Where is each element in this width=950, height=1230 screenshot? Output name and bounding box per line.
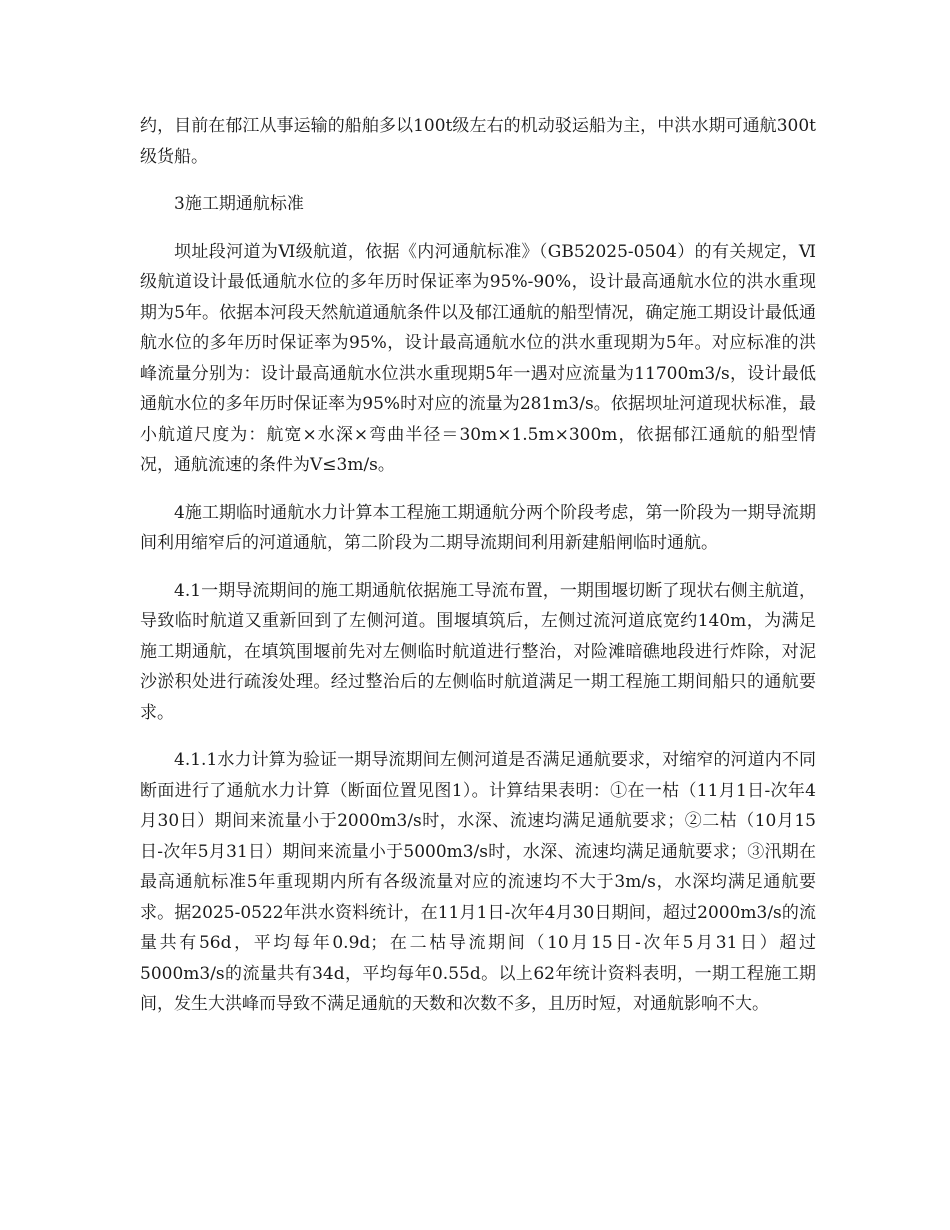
paragraph-navigation-standard: 坝址段河道为Ⅵ级航道，依据《内河通航标准》（GB52025-0504）的有关规定，Ⅵ级航道设计最低通航水位的多年历时保证率为95%-90%，设计最高通航水位的洪水重现期为5年。依据本河段天然航道通航条件以及郁江通航的船型情况，确定施工期设计最低通航水位的多年历时保证率为95%，设计最高通航水位的洪水重现期为5年。对应标准的洪峰流量分别为：设计最高通航水位洪水重现期5年一遇对应流量为11700m3/s，设计最低通航水位的多年历时保证率为95%时对应的流量为281m3/s。依据坝址河道现状标准，最小航道尺度为：航宽×水深×弯曲半径＝30m×1.5m×300m，依据郁江通航的船型情况，通航流速的条件为V≤3m/s。 bbox=[140, 241, 816, 475]
document-body bbox=[140, 111, 816, 1037]
section-heading-3: 3施工期通航标准 bbox=[174, 194, 304, 214]
paragraph-section-4-1: 4.1一期导流期间的施工期通航依据施工导流布置，一期围堰切断了现状右侧主航道，导致临时航道又重新回到了左侧河道。围堰填筑后，左侧过流河道底宽约140m，为满足施工期通航，在填筑围堰前先对左侧临时航道进行整治，对险滩暗礁地段进行炸除，对泥沙淤积处进行疏浚处理。经过整治后的左侧临时航道满足一期工程施工期间船只的通航要求。 bbox=[140, 580, 816, 723]
paragraph-section-4: 4施工期临时通航水力计算本工程施工期通航分两个阶段考虑，第一阶段为一期导流期间利用缩窄后的河道通航，第二阶段为二期导流期间利用新建船闸临时通航。 bbox=[140, 502, 816, 553]
paragraph-section-4-1-1: 4.1.1水力计算为验证一期导流期间左侧河道是否满足通航要求，对缩窄的河道内不同断面进行了通航水力计算（断面位置见图1）。计算结果表明：①在一枯（11月1日-次年4月30日）期间来流量小于2000m3/s时，水深、流速均满足通航要求；②二枯（10月15日-次年5月31日）期间来流量小于5000m3/s时，水深、流速均满足通航要求；③汛期在最高通航标准5年重现期内所有各级流量对应的流速均不大于3m/s，水深均满足通航要求。据2025-0522年洪水资料统计，在11月1日-次年4月30日期间，超过2000m3/s的流量共有56d，平均每年0.9d；在二枯导流期间（10月15日-次年5月31日）超过5000m3/s的流量共有34d，平均每年0.55d。以上62年统计资料表明，一期工程施工期间，发生大洪峰而导致不满足通航的天数和次数不多，且历时短，对通航影响不大。 bbox=[140, 750, 816, 1014]
paragraph-continuation: 约，目前在郁江从事运输的船舶多以100t级左右的机动驳运船为主，中洪水期可通航300t级货船。 bbox=[140, 116, 816, 167]
